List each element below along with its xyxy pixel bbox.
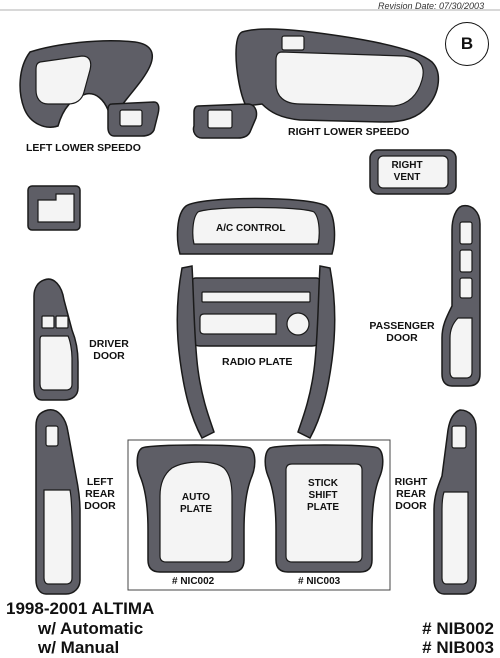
label-auto-plate-line2: PLATE — [179, 504, 213, 515]
label-right-rear-door-line1: RIGHT — [394, 476, 428, 488]
label-right-lower-speedo: RIGHT LOWER SPEEDO — [288, 126, 410, 138]
small-switch-piece — [28, 186, 80, 230]
left-lower-speedo-piece — [20, 41, 159, 136]
label-right-rear-door-line3: DOOR — [395, 500, 427, 512]
right-lower-speedo-piece — [193, 29, 438, 138]
label-right-vent — [387, 160, 427, 184]
label-passenger-door-line1: PASSENGER — [369, 320, 435, 332]
label-left-rear-door-line3: DOOR — [84, 500, 116, 512]
label-left-rear-door-line2: REAR — [85, 488, 115, 500]
label-stick-shift-line3: PLATE — [306, 502, 340, 513]
label-nic002: # NIC002 — [172, 576, 215, 587]
label-driver-door-line2: DOOR — [93, 350, 125, 362]
footer-manual: w/ Manual — [38, 638, 120, 657]
label-auto-plate — [176, 492, 216, 516]
label-stick-shift-plate — [300, 478, 346, 514]
label-driver-door — [84, 338, 134, 362]
driver-door-piece — [34, 279, 78, 400]
label-nic003: # NIC003 — [298, 576, 341, 587]
right-rear-door-piece — [434, 410, 476, 594]
label-stick-shift-line1: STICK — [308, 478, 338, 489]
label-right-vent-line1: RIGHT — [391, 160, 423, 171]
footer-model: 1998-2001 ALTIMA — [6, 599, 155, 618]
passenger-door-piece — [442, 206, 480, 386]
label-right-rear-door — [388, 476, 434, 512]
label-auto-plate-line1: AUTO — [181, 492, 211, 503]
footer-part-manual: # NIB003 — [422, 638, 494, 657]
left-rear-door-piece — [36, 410, 80, 594]
label-left-rear-door — [80, 476, 120, 512]
radio-plate-piece — [177, 266, 335, 438]
label-radio-plate: RADIO PLATE — [222, 356, 293, 368]
label-driver-door-line1: DRIVER — [89, 338, 129, 350]
label-ac-control: A/C CONTROL — [216, 223, 286, 234]
label-right-vent-line2: VENT — [393, 172, 421, 183]
label-right-rear-door-line2: REAR — [396, 488, 426, 500]
label-passenger-door — [364, 320, 440, 344]
footer-part-automatic: # NIB002 — [422, 619, 494, 638]
label-left-rear-door-line1: LEFT — [86, 476, 114, 488]
label-passenger-door-line2: DOOR — [386, 332, 418, 344]
label-left-lower-speedo: LEFT LOWER SPEEDO — [26, 142, 141, 154]
footer-automatic: w/ Automatic — [38, 619, 144, 638]
revision-date: Revision Date: 07/30/2003 — [378, 1, 485, 11]
variant-badge: B — [445, 22, 489, 66]
label-stick-shift-line2: SHIFT — [308, 490, 338, 501]
